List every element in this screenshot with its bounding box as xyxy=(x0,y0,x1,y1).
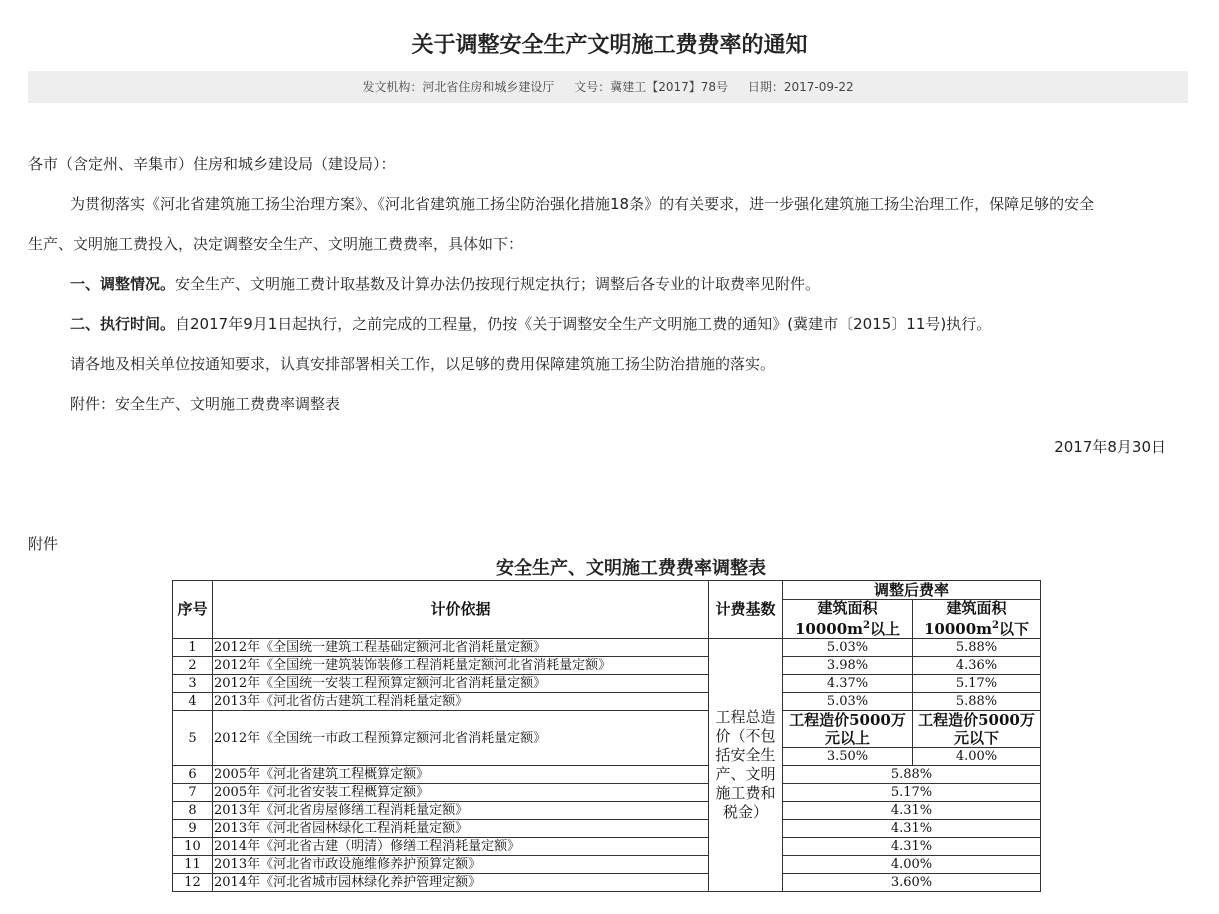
base-cell: 工程总造价（不包括安全生产、文明施工费和税金） xyxy=(709,639,783,892)
page-title: 关于调整安全生产文明施工费费率的通知 xyxy=(411,32,808,58)
table-row xyxy=(173,802,1041,820)
table-row xyxy=(173,657,1041,675)
row-no: 10 xyxy=(173,838,213,856)
header-base: 计费基数 xyxy=(709,581,783,639)
intro-line-2: 生产、文明施工费投入，决定调整安全生产、文明施工费费率，具体如下： xyxy=(28,235,524,253)
row-rate: 3.60% xyxy=(783,874,1041,892)
row-no: 3 xyxy=(173,675,213,693)
header-basis: 计价依据 xyxy=(213,581,709,639)
table-row xyxy=(173,766,1041,784)
row-rate: 4.31% xyxy=(783,802,1041,820)
sign-date: 2017年8月30日 xyxy=(1054,438,1166,456)
header-seq: 序号 xyxy=(173,581,213,639)
table-row xyxy=(173,784,1041,802)
meta-date: 日期：2017-09-22 xyxy=(747,80,854,94)
header-area-below xyxy=(913,600,1041,639)
row-rate-below: 5.17% xyxy=(913,675,1041,693)
row-no: 2 xyxy=(173,657,213,675)
header-area-below-line1: 建筑面积 xyxy=(946,599,1007,617)
item-2-text: 自2017年9月1日起执行，之前完成的工程量，仍按《关于调整安全生产文明施工费的通知》(冀建市〔2015〕11号)执行。 xyxy=(175,315,992,333)
row-rate-above: 3.50% xyxy=(783,748,913,766)
row-rate-below: 4.36% xyxy=(913,657,1041,675)
row-basis: 2005年《河北省建筑工程概算定额》 xyxy=(213,766,709,784)
row-no: 6 xyxy=(173,766,213,784)
table-row xyxy=(173,820,1041,838)
annex-label: 附件 xyxy=(28,535,59,553)
header-area-above-line2: $10000m^2$以上 xyxy=(794,620,901,638)
row-basis: 2012年《全国统一市政工程预算定额河北省消耗量定额》 xyxy=(213,711,709,766)
row-rate-above: 5.03% xyxy=(783,639,913,657)
header-cost-above: 工程造价5000万元以上 xyxy=(783,711,913,748)
row-basis: 2013年《河北省市政设施维修养护预算定额》 xyxy=(213,856,709,874)
row-basis: 2012年《全国统一建筑工程基础定额河北省消耗量定额》 xyxy=(213,639,709,657)
row-rate-above: 3.98% xyxy=(783,657,913,675)
header-area-above-line1: 建筑面积 xyxy=(817,599,878,617)
header-area-above xyxy=(783,600,913,639)
row-basis: 2013年《河北省仿古建筑工程消耗量定额》 xyxy=(213,693,709,711)
row-basis: 2005年《河北省安装工程概算定额》 xyxy=(213,784,709,802)
item-1-text: 安全生产、文明施工费计取基数及计算办法仍按现行规定执行；调整后各专业的计取费率见附件。 xyxy=(175,275,821,293)
table-row xyxy=(173,639,1041,657)
row-basis: 2013年《河北省房屋修缮工程消耗量定额》 xyxy=(213,802,709,820)
item-1 xyxy=(28,264,1188,304)
header-cost-below: 工程造价5000万元以下 xyxy=(913,711,1041,748)
row-basis: 2012年《全国统一建筑装饰装修工程消耗量定额河北省消耗量定额》 xyxy=(213,657,709,675)
row-no: 11 xyxy=(173,856,213,874)
request-text: 请各地及相关单位按通知要求，认真安排部署相关工作，以足够的费用保障建筑施工扬尘防治措施的落实。 xyxy=(70,355,776,373)
meta-doc-no: 文号：冀建工【2017】78号 xyxy=(574,80,729,94)
table-row xyxy=(173,675,1041,693)
table-row xyxy=(173,856,1041,874)
header-adjusted: 调整后费率 xyxy=(783,581,1041,600)
item-1-heading: 一、调整情况。 xyxy=(70,275,176,293)
row-no: 7 xyxy=(173,784,213,802)
row-no: 5 xyxy=(173,711,213,766)
table-row xyxy=(173,874,1041,892)
table-row xyxy=(173,838,1041,856)
row-no: 8 xyxy=(173,802,213,820)
row-rate-below: 5.88% xyxy=(913,693,1041,711)
row-rate: 4.31% xyxy=(783,838,1041,856)
row-rate-below: 4.00% xyxy=(913,748,1041,766)
row-no: 1 xyxy=(173,639,213,657)
item-2-heading: 二、执行时间。 xyxy=(70,315,176,333)
row-rate: 5.17% xyxy=(783,784,1041,802)
intro-line-1: 为贯彻落实《河北省建筑施工扬尘治理方案》、《河北省建筑施工扬尘防治强化措施18条》的有关要求，进一步强化建筑施工扬尘治理工作，保障足够的安全 xyxy=(70,195,1095,213)
row-basis: 2013年《河北省园林绿化工程消耗量定额》 xyxy=(213,820,709,838)
row-no: 4 xyxy=(173,693,213,711)
row-rate-above: 4.37% xyxy=(783,675,913,693)
intro-paragraph xyxy=(28,184,1188,264)
row-basis: 2014年《河北省古建（明清）修缮工程消耗量定额》 xyxy=(213,838,709,856)
row-rate: 4.00% xyxy=(783,856,1041,874)
meta-agency: 发文机构：河北省住房和城乡建设厅 xyxy=(362,80,555,94)
attachment-note xyxy=(28,384,1188,424)
meta-bar xyxy=(28,71,1188,103)
row-rate-below: 5.88% xyxy=(913,639,1041,657)
table-title: 安全生产、文明施工费费率调整表 xyxy=(496,558,766,579)
row-no: 9 xyxy=(173,820,213,838)
item-2 xyxy=(28,304,1188,344)
row-no: 12 xyxy=(173,874,213,892)
row-rate: 5.88% xyxy=(783,766,1041,784)
attachment-note-text: 附件：安全生产、文明施工费费率调整表 xyxy=(70,395,341,413)
rate-table xyxy=(172,580,1041,892)
request-paragraph xyxy=(28,344,1188,384)
row-rate: 4.31% xyxy=(783,820,1041,838)
table-row xyxy=(173,693,1041,711)
salutation: 各市（含定州、辛集市）住房和城乡建设局（建设局）： xyxy=(28,155,396,173)
row-basis: 2014年《河北省城市园林绿化养护管理定额》 xyxy=(213,874,709,892)
header-area-below-line2: $10000m^2$以下 xyxy=(923,620,1030,638)
row-basis: 2012年《全国统一安装工程预算定额河北省消耗量定额》 xyxy=(213,675,709,693)
row-rate-above: 5.03% xyxy=(783,693,913,711)
